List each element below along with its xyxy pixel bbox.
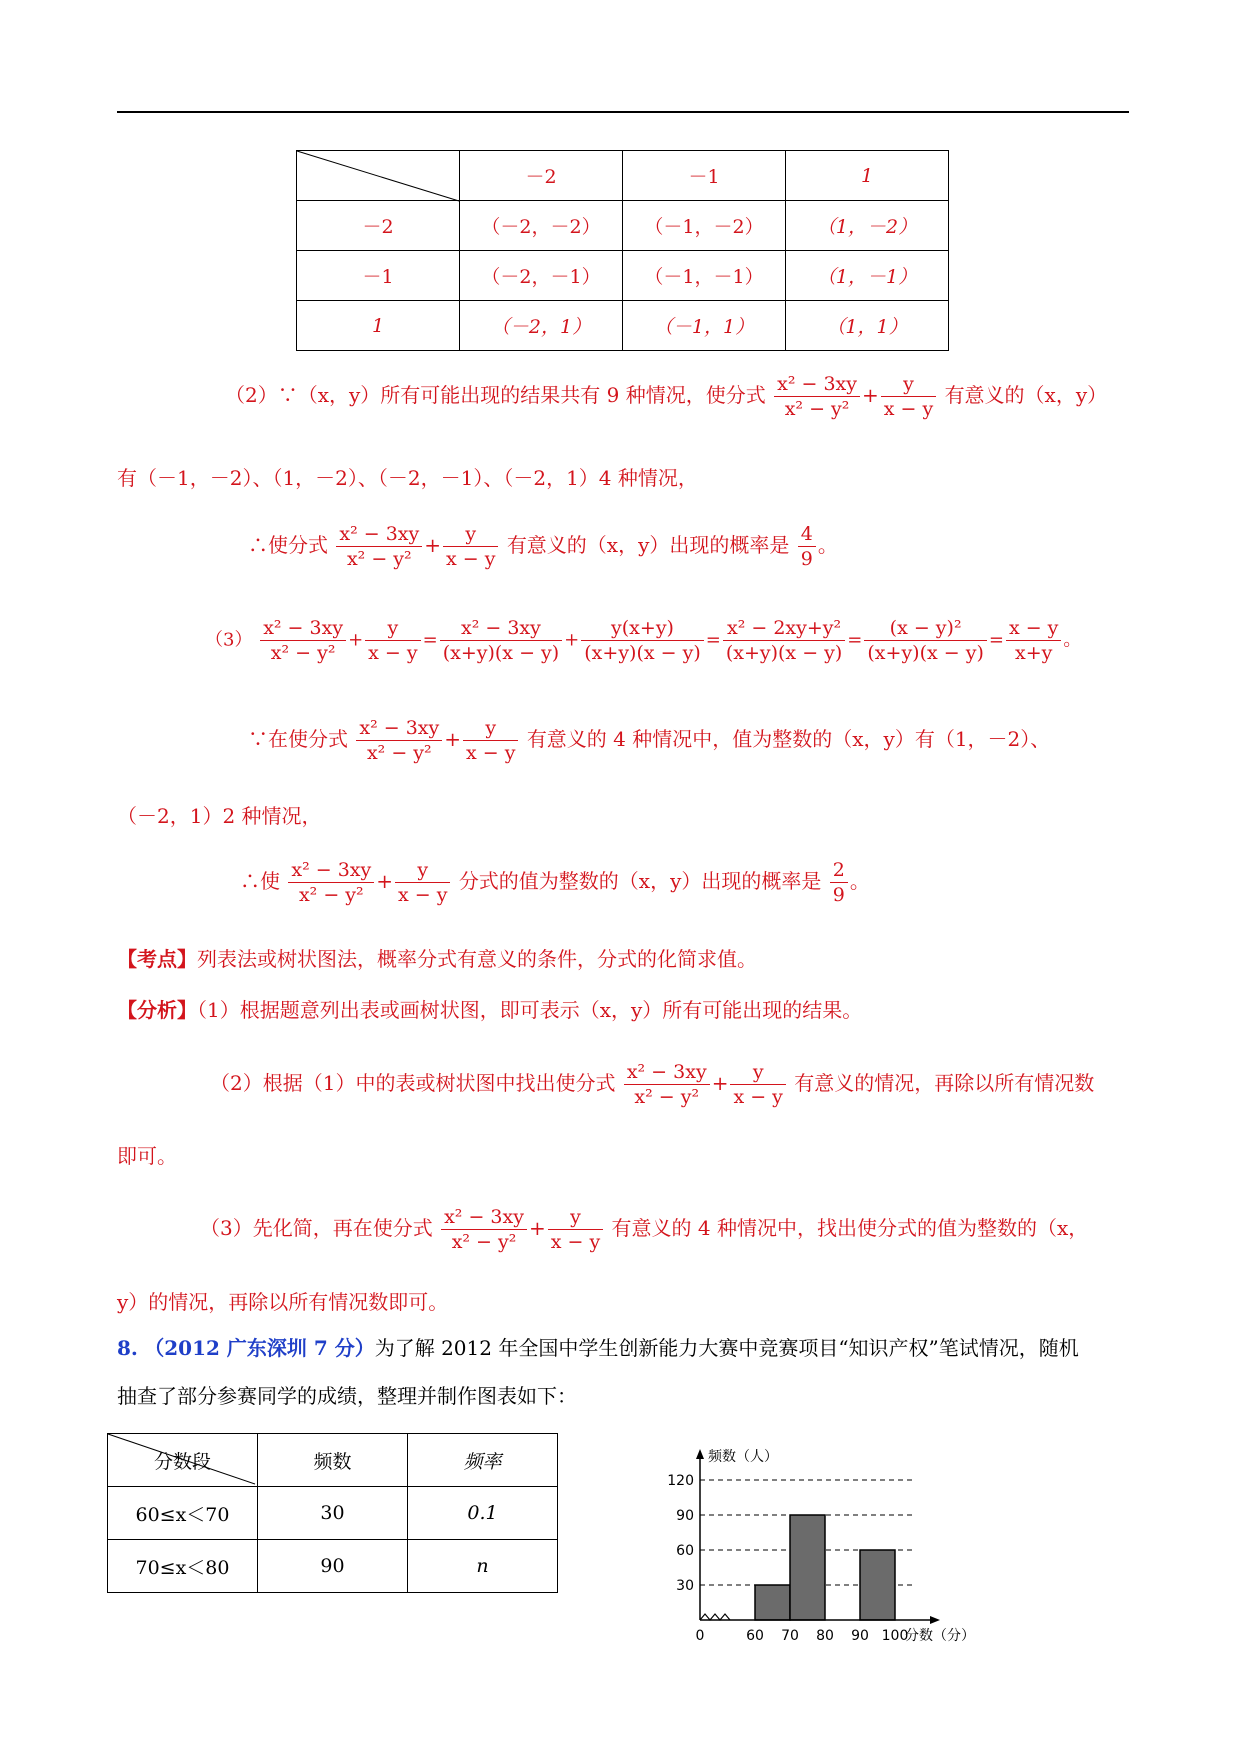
q8-line2: 抽查了部分参赛同学的成绩，整理并制作图表如下：	[117, 1384, 577, 1408]
fraction-aux: $\frac{y}{x - y}$	[881, 372, 936, 421]
fraction-main: $\frac{\text{x² − 3xy}}{\text{x² − y²}}$	[774, 372, 860, 421]
histogram-bar	[860, 1550, 895, 1620]
fraction-main: $\frac{\text{x² − 3xy}}{\text{x² − y²}}$	[441, 1205, 527, 1254]
fraction-main: $\frac{\text{x² − 3xy}}{\text{x² − y²}}$	[624, 1060, 710, 1109]
p2-line3: ∴使分式 $\frac{\text{x² − 3xy}}{\text{x² − y²}}$ + $\frac{y}{x - y}$ 有意义的（x，y）出现的概率是 $\frac{4}{9}$ 。	[248, 523, 838, 570]
fraction-step2: $\frac{y(x+y)}{(x+y)(x - y)}$	[581, 616, 703, 665]
fenxi-line1: 【分析】（1）根据题意列出表或画树状图，即可表示（x，y）所有可能出现的结果。	[117, 998, 863, 1022]
p3-line3: （－2，1）2 种情况，	[117, 804, 322, 828]
kaodian-line: 【考点】列表法或树状图法，概率分式有意义的条件，分式的化简求值。	[117, 947, 757, 971]
y-tick-label: 90	[676, 1508, 694, 1524]
fraction-aux: $\frac{y}{x - y}$	[365, 616, 420, 665]
histogram-bar	[790, 1515, 825, 1620]
fraction-aux: $\frac{y}{x - y}$	[443, 522, 498, 571]
table-cell: （－2，－1）	[460, 251, 623, 301]
x-axis-arrow	[930, 1616, 940, 1624]
x-axis-label: 分数（分）	[905, 1628, 975, 1644]
fraction-main: $\frac{\text{x² − 3xy}}{\text{x² − y²}}$	[336, 522, 422, 571]
probability-fraction: $\frac{2}{9}$	[830, 858, 848, 907]
fraction-result: $\frac{x - y}{x+y}$	[1006, 616, 1061, 665]
table-cell: （－2，1）	[460, 301, 623, 351]
col-header: －2	[460, 151, 623, 201]
fraction-step4: $\frac{\text{(x − y)²}}{(x+y)(x - y)}$	[864, 616, 986, 665]
table-cell: 90	[258, 1540, 408, 1593]
fraction-main: $\frac{\text{x² − 3xy}}{\text{x² − y²}}$	[260, 616, 346, 665]
fraction-step1: $\frac{\text{x² − 3xy}}{(x+y)(x - y)}$	[440, 616, 562, 665]
table-cell: 70≤x＜80	[108, 1540, 258, 1593]
outcome-table	[296, 150, 949, 351]
x-tick-label: 100	[881, 1628, 909, 1644]
header-rule	[117, 111, 1129, 113]
y-tick-label: 60	[676, 1543, 694, 1559]
table-cell: 0.1	[408, 1487, 558, 1540]
x-tick-label: 60	[746, 1628, 764, 1644]
diagonal-cell	[297, 151, 460, 201]
table-cell: （－1，1）	[623, 301, 786, 351]
table-cell: n	[408, 1540, 558, 1593]
p3-line1: （3） $\frac{\text{x² − 3xy}}{\text{x² − y²}}$ + $\frac{y}{x - y}$ = $\frac{\text{x² − 3xy}}{(x+y)(x - y)}$ + $\frac{y(x+y)}{(x+y)(x - y)}$ = $\frac{\text{x² − 2xy+y²}}{(x+y)(x - y)}$ = $\frac{\text{(x − y)²}}{(x+y)(x - y)}$ = $\frac{x - y}{x+y}$ 。	[205, 617, 1082, 664]
p2-line1: （2）∵（x，y）所有可能出现的结果共有 9 种情况，使分式 $\frac{\text{x² − 3xy}}{\text{x² − y²}}$ + $\frac{y}{x - y}$ 有意义的（x，y）	[225, 373, 1108, 420]
p3-line2: ∵在使分式 $\frac{\text{x² − 3xy}}{\text{x² − y²}}$ + $\frac{y}{x - y}$ 有意义的 4 种情况中，值为整数的（x，y）有（1，－2）、	[248, 717, 1051, 764]
x-tick-label: 90	[851, 1628, 869, 1644]
fraction-main: $\frac{\text{x² − 3xy}}{\text{x² − y²}}$	[288, 858, 374, 907]
axis-break-icon	[700, 1614, 730, 1620]
p3-line4: ∴使 $\frac{\text{x² − 3xy}}{\text{x² − y²}}$ + $\frac{y}{x - y}$ 分式的值为整数的（x，y）出现的概率是 $\frac{2}{9}$ 。	[240, 859, 870, 906]
x-tick-label: 0	[695, 1628, 705, 1644]
diagonal-header: 分数段	[108, 1434, 258, 1487]
frequency-table	[107, 1433, 558, 1593]
table-cell: （－2，－2）	[460, 201, 623, 251]
fraction-step3: $\frac{\text{x² − 2xy+y²}}{(x+y)(x - y)}$	[723, 616, 845, 665]
row-header: －1	[297, 251, 460, 301]
x-tick-label: 70	[781, 1628, 799, 1644]
y-tick-label: 120	[667, 1473, 694, 1489]
col-header: 频率	[408, 1434, 558, 1487]
probability-fraction: $\frac{4}{9}$	[798, 522, 816, 571]
table-cell: （－1，－1）	[623, 251, 786, 301]
fenxi-line3: 即可。	[117, 1144, 177, 1168]
y-axis-arrow	[696, 1449, 704, 1459]
fraction-aux: $\frac{y}{x - y}$	[548, 1205, 603, 1254]
fraction-aux: $\frac{y}{x - y}$	[730, 1060, 785, 1109]
fraction-aux: $\frac{y}{x - y}$	[395, 858, 450, 907]
fenxi-line4: （3）先化简，再在使分式 $\frac{\text{x² − 3xy}}{\text{x² − y²}}$ + $\frac{y}{x - y}$ 有意义的 4 种情况中，找出使分式的值为整数的（x，	[200, 1206, 1089, 1253]
table-cell: （1，1）	[786, 301, 949, 351]
row-header: －2	[297, 201, 460, 251]
table-cell: 60≤x＜70	[108, 1487, 258, 1540]
table-cell: （1，－2）	[786, 201, 949, 251]
fraction-main: $\frac{\text{x² − 3xy}}{\text{x² − y²}}$	[356, 716, 442, 765]
fenxi-line5: y）的情况，再除以所有情况数即可。	[117, 1290, 449, 1314]
p2-line2: 有（－1，－2）、（1，－2）、（－2，－1）、（－2，1）4 种情况，	[117, 466, 698, 490]
histogram-chart	[660, 1445, 975, 1665]
col-header: －1	[623, 151, 786, 201]
table-cell: （－1，－2）	[623, 201, 786, 251]
y-tick-label: 30	[676, 1578, 694, 1594]
fenxi-line2: （2）根据（1）中的表或树状图中找出使分式 $\frac{\text{x² − 3xy}}{\text{x² − y²}}$ + $\frac{y}{x - y}$ 有意义的情况，再除以所有情况数	[210, 1061, 1095, 1108]
row-header: 1	[297, 301, 460, 351]
table-cell: 30	[258, 1487, 408, 1540]
fraction-aux: $\frac{y}{x - y}$	[463, 716, 518, 765]
table-cell: （1，－1）	[786, 251, 949, 301]
histogram-bar	[755, 1585, 790, 1620]
x-tick-label: 80	[816, 1628, 834, 1644]
y-axis-label: 频数（人）	[708, 1449, 778, 1465]
col-header: 频数	[258, 1434, 408, 1487]
col-header: 1	[786, 151, 949, 201]
q8-line1: 8. （2012 广东深圳 7 分）为了解 2012 年全国中学生创新能力大赛中竞赛项目“知识产权”笔试情况，随机	[117, 1336, 1079, 1360]
